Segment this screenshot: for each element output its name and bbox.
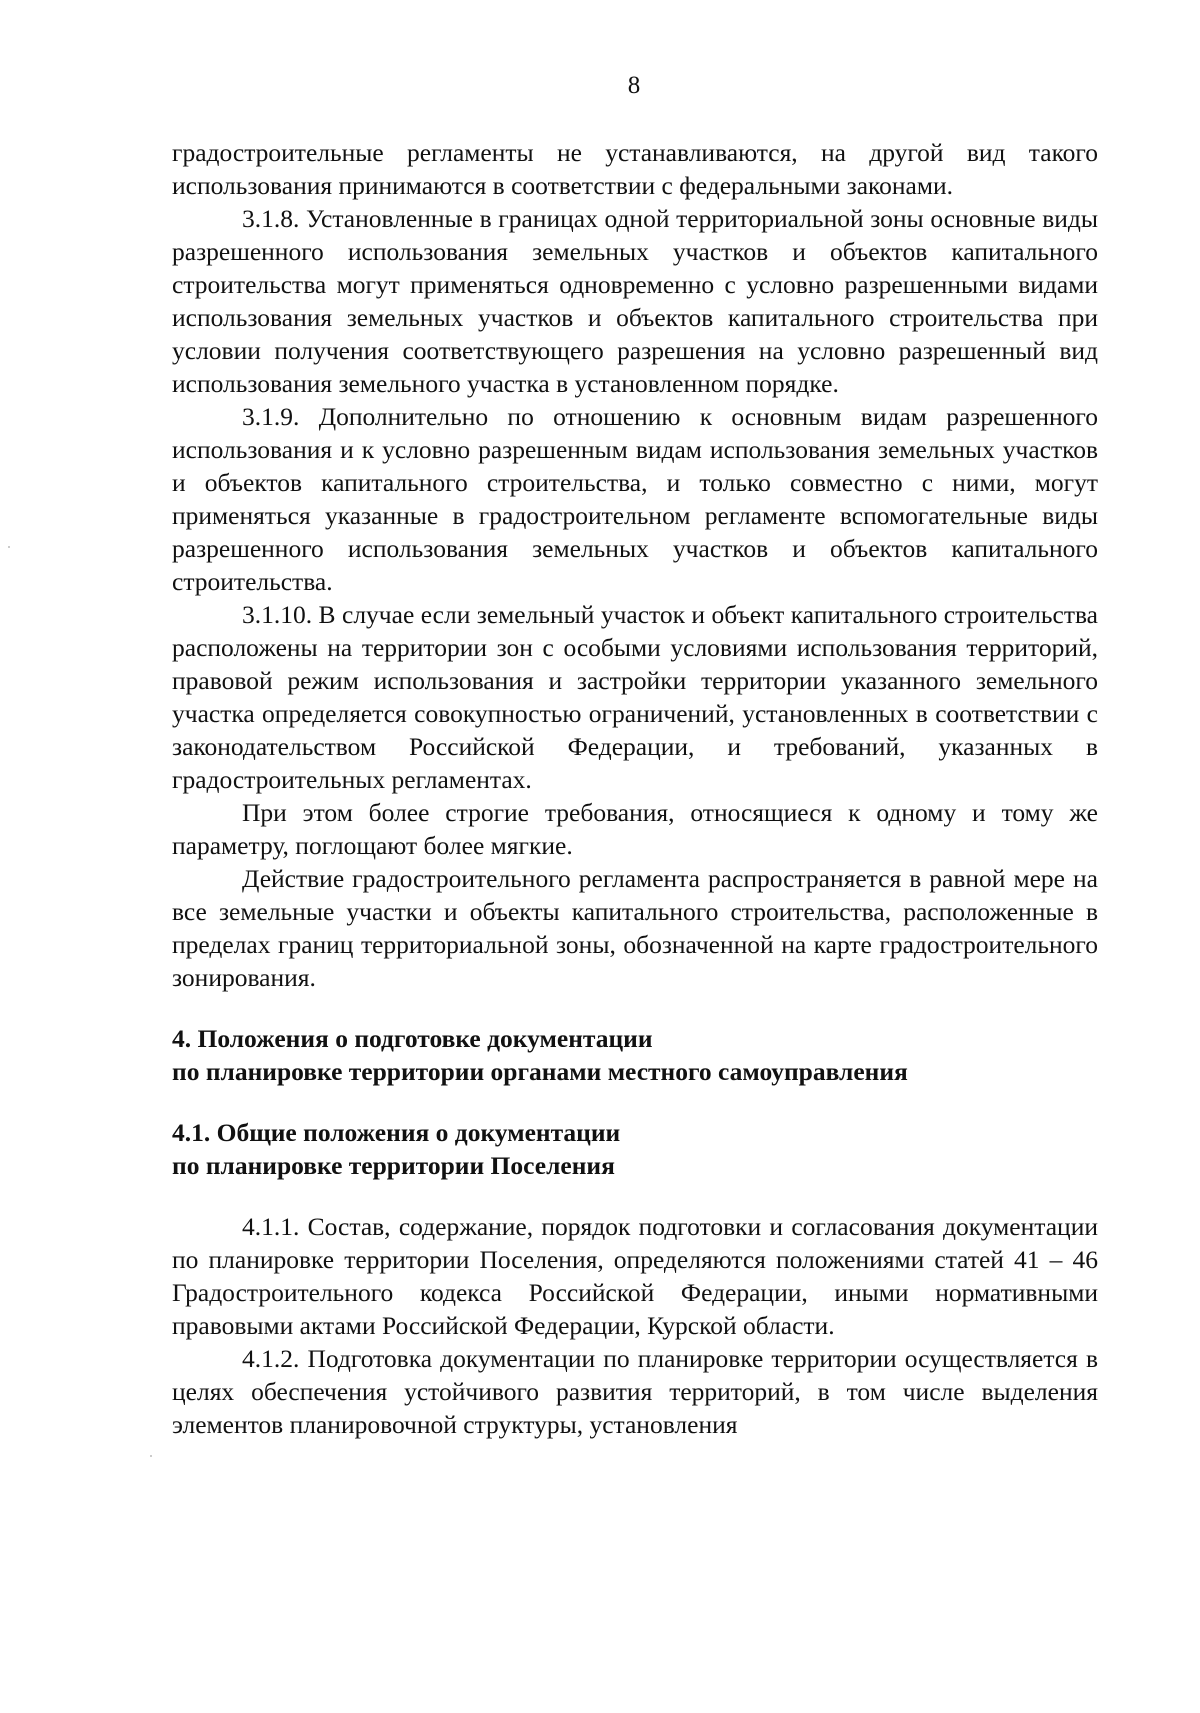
paragraph-3-1-9: 3.1.9. Дополнительно по отношению к основным видам разрешенного использования и к условно разрешенным видам использования земельных участков и объектов капитального строительства, и только совместно с ними, могут применяться указанные в градостроительном регламенте вспомогательные виды разрешенного использования земельных участков и объектов капитального строительства. [172,402,1098,596]
subsection-heading [172,1116,1098,1182]
document-body [172,136,1098,1441]
scan-speck [8,546,10,548]
paragraph-4-1-1: 4.1.1. Состав, содержание, порядок подготовки и согласования документации по планировке территории Поселения, определяются положениями статей 41 – 46 Градостроительного кодекса Российской Федерации, иными нормативными правовыми актами Российской Федерации, Курской области. [172,1212,1098,1340]
paragraph-3-1-8: 3.1.8. Установленные в границах одной территориальной зоны основные виды разрешенного использования земельных участков и объектов капитального строительства могут применяться одновременно с условно разрешенными видами использования земельных участков и объектов капитального строительства при условии получения соответствующего разрешения на условно разрешенный вид использования земельного участка в установленном порядке. [172,204,1098,398]
paragraph-4-1-2: 4.1.2. Подготовка документации по планировке территории осуществляется в целях обеспечения устойчивого развития территорий, в том числе выделения элементов планировочной структуры, установления [172,1344,1098,1439]
page-number: 8 [627,72,641,99]
paragraph-stricter-requirements: При этом более строгие требования, относящиеся к одному и тому же параметру, поглощают более мягкие. [172,798,1098,860]
subsection-heading-line-1: 4.1. Общие положения о документации [172,1118,621,1147]
subsection-heading-line-2: по планировке территории Поселения [172,1151,615,1180]
section-heading-line-2: по планировке территории органами местного самоуправления [172,1057,908,1086]
paragraph-3-1-10: 3.1.10. В случае если земельный участок и объект капитального строительства расположены на территории зон с особыми условиями использования территорий, правовой режим использования и застройки территории указанного земельного участка определяется совокупностью ограничений, установленных в соответствии с законодательством Российской Федерации, и требований, указанных в градостроительных регламентах. [172,600,1098,794]
paragraph-continuation: градостроительные регламенты не устанавливаются, на другой вид такого использования принимаются в соответствии с федеральными законами. [172,138,1098,200]
section-heading [172,1022,1098,1088]
paragraph-regulation-scope: Действие градостроительного регламента распространяется в равной мере на все земельные участки и объекты капитального строительства, расположенные в пределах границ территориальной зоны, обозначенной на карте градостроительного зонирования. [172,864,1098,992]
section-heading-line-1: 4. Положения о подготовке документации [172,1024,653,1053]
subsection-body [172,1210,1098,1441]
scan-speck [150,1455,152,1457]
